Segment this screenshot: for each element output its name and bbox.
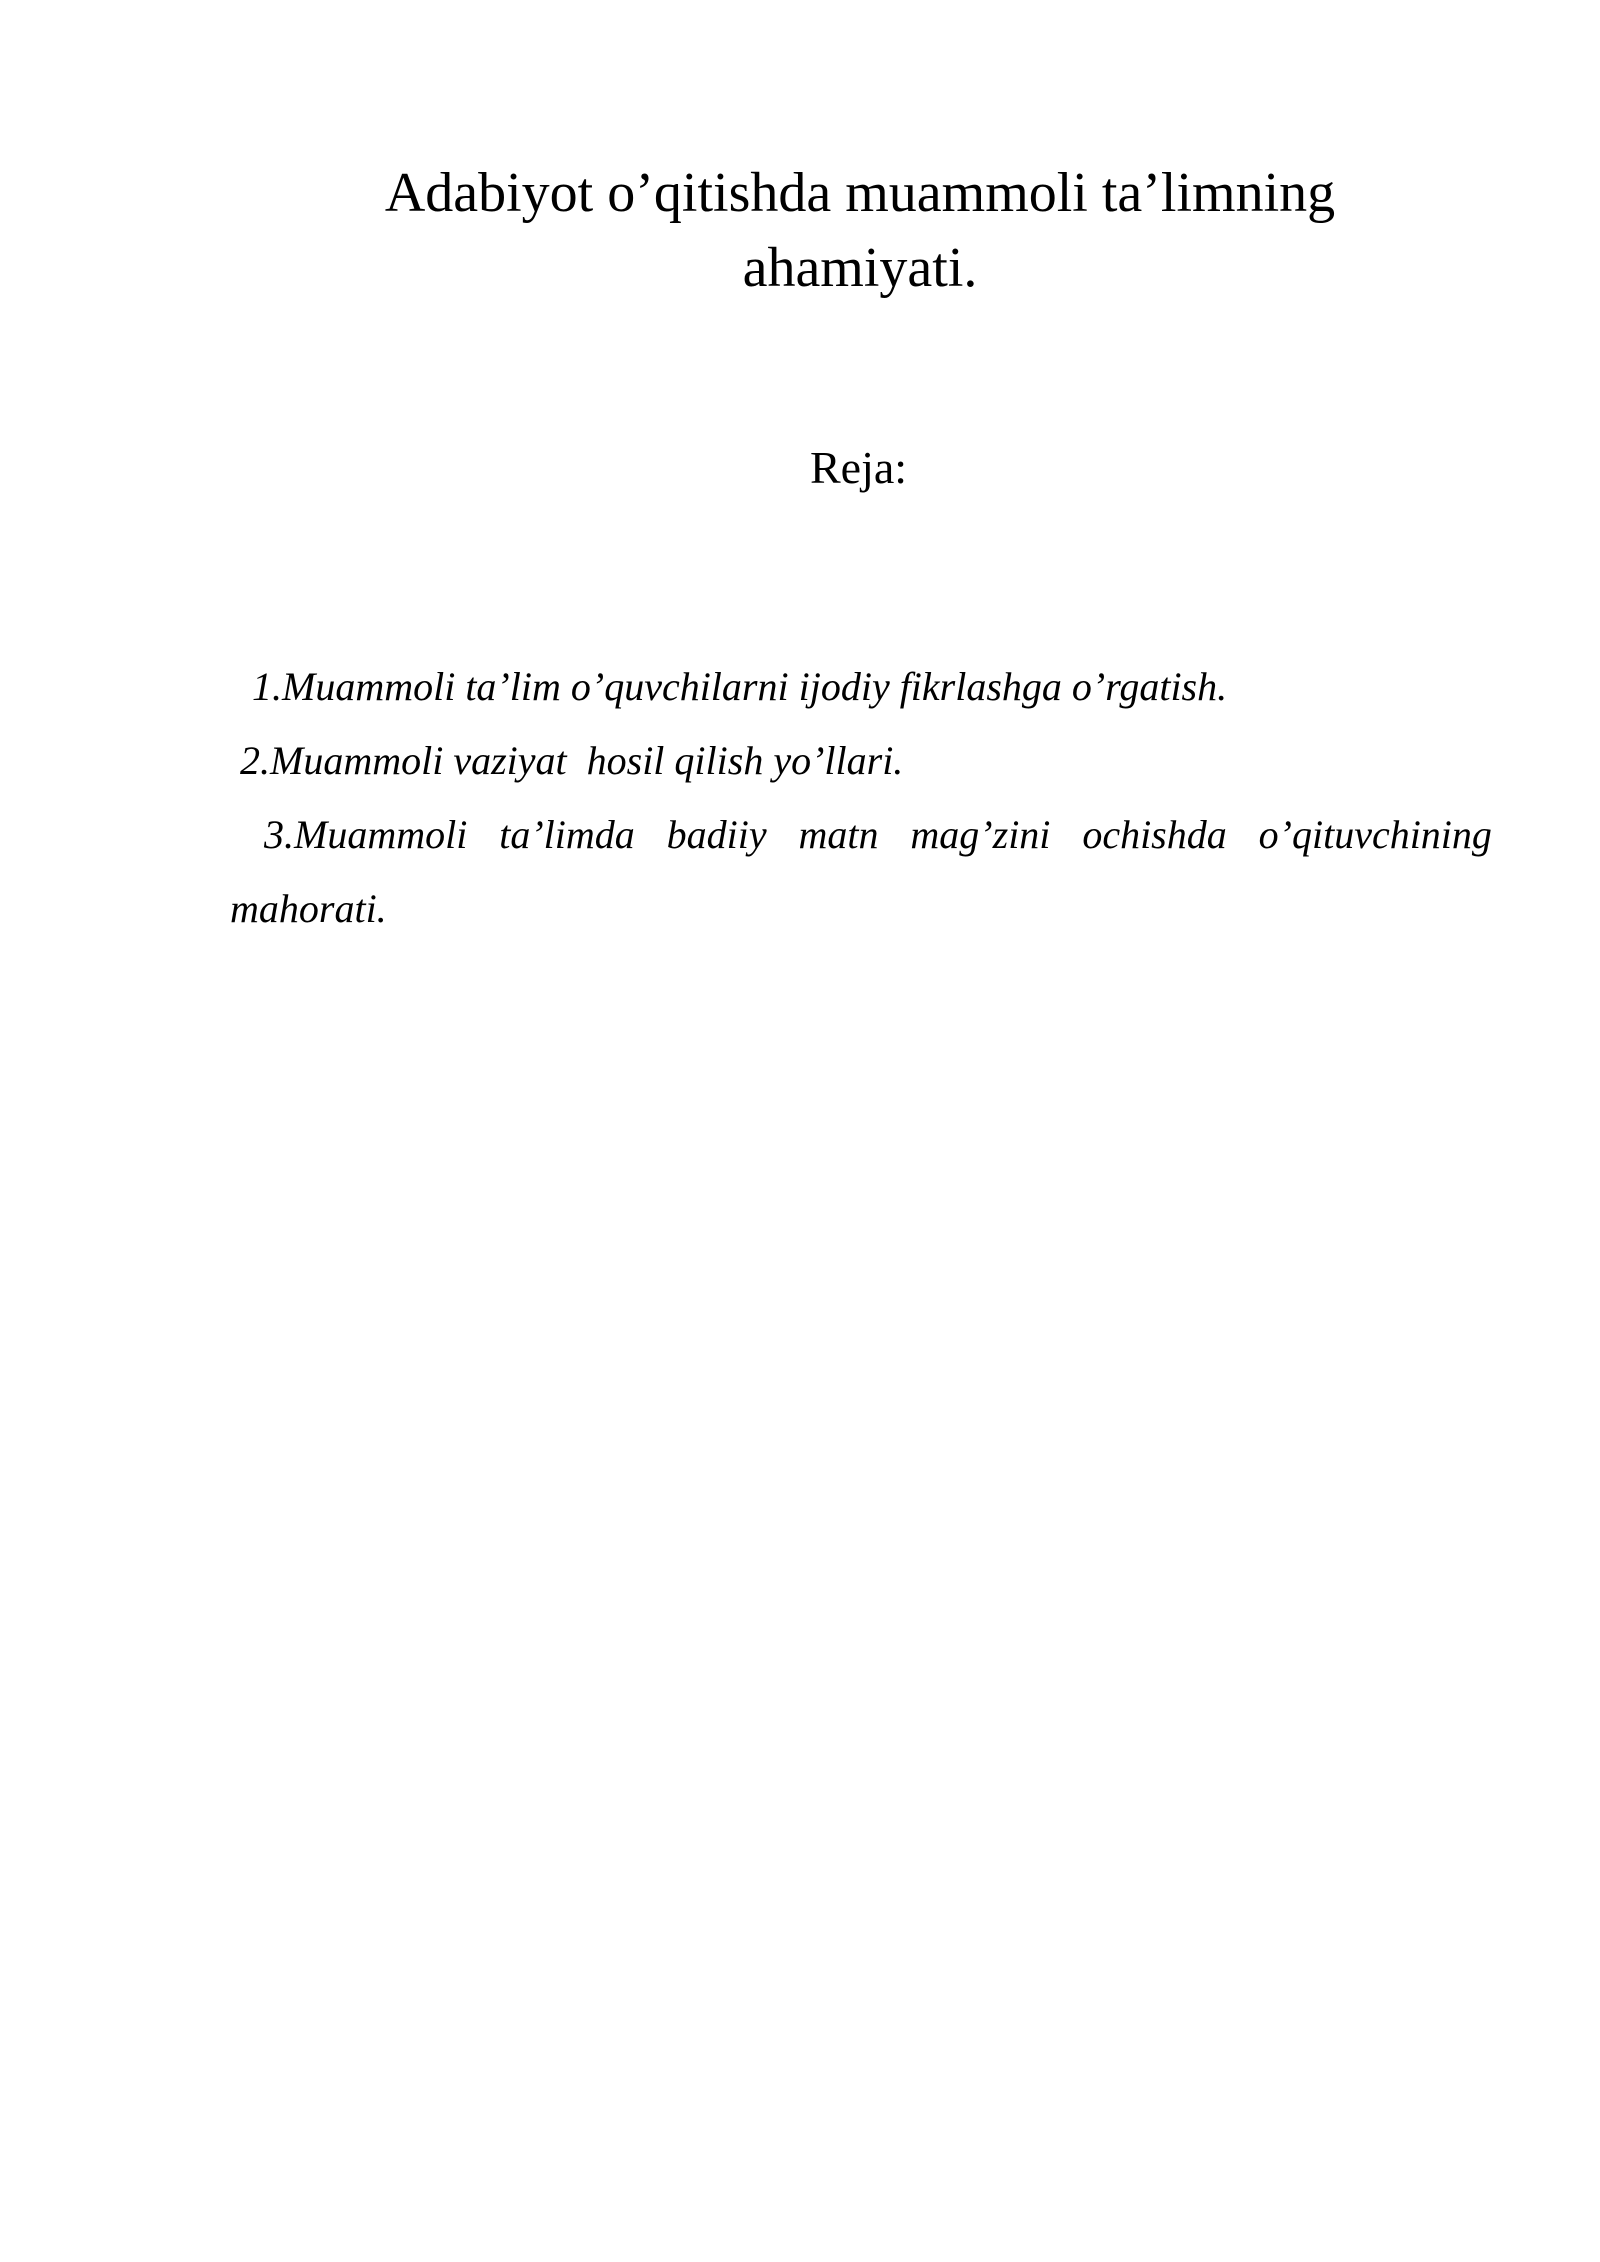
plan-item-3-word: ochishda <box>1082 812 1227 857</box>
document-title <box>300 156 1420 306</box>
plan-item-3 <box>230 798 1492 872</box>
plan-item-3-word: o’qituvchining <box>1258 812 1492 857</box>
plan-item-2: 2.Muammoli vaziyat hosil qilish yo’llari. <box>240 738 904 783</box>
plan-item-3-word: ta’limda <box>499 812 635 857</box>
title-line-1: Adabiyot o’qitishda muammoli ta’limning <box>384 162 1336 224</box>
plan-item-3-continuation: mahorati. <box>230 886 387 931</box>
title-line-2: ahamiyati. <box>742 237 978 299</box>
plan-item-3-word: badiiy <box>666 812 767 857</box>
plan-item-1: 1.Muammoli ta’lim o’quvchilarni ijodiy fikrlashga o’rgatish. <box>252 664 1228 709</box>
plan-list <box>230 650 1492 946</box>
plan-item-3-word: 3.Muammoli <box>264 812 468 857</box>
plan-heading: Reja: <box>810 442 908 493</box>
plan-item-3-word: matn <box>798 812 879 857</box>
plan-item-3-word: mag’zini <box>910 812 1051 857</box>
